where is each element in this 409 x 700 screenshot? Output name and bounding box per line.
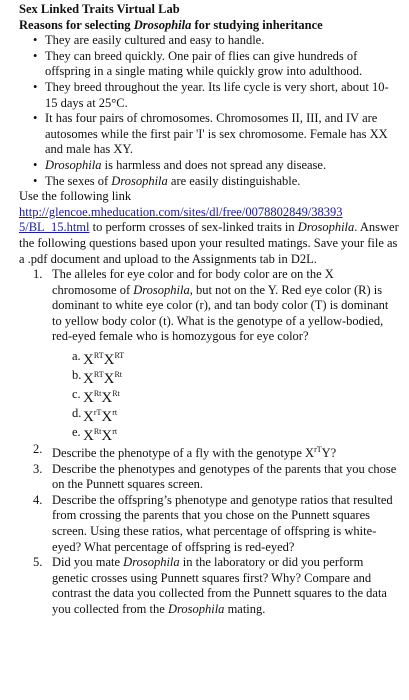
question-text: Describe the phenotype of a fly with the genotype X [52,446,315,461]
question-number: 1. [33,267,43,282]
choice-d[interactable] [72,403,399,426]
choice-letter: e. [72,425,81,440]
reason-organism: Drosophila [111,173,168,188]
choice-letter: d. [72,406,82,421]
question-text: Y? [321,446,337,461]
question-text: Describe the offspring’s phenotype and genotype ratios that resulted from crossing the parents that you chose on the Punnett squares screen. Using these ratios, what percentage of offspring is white-eyed? What percentage of offspring is red-eyed? [52,492,393,554]
reason-item [36,174,399,190]
reason-text: is harmless and does not spread any disease. [101,157,327,172]
instructions-text: to perform crosses of sex-linked traits in [89,220,298,235]
question-organism: Drosophila [133,282,190,297]
heading-prefix: Reasons for selecting [19,17,134,32]
question-number: 5. [33,555,43,570]
choice-b[interactable] [72,365,399,388]
genotype: $X^{Rt}X^{Rt}$ [83,389,120,407]
question-organism: Drosophila [167,602,225,616]
question-organism: Drosophila [123,555,180,570]
question-text: Did you mate [52,555,124,570]
genotype: $X^{Rt}X^{rt}$ [83,427,118,445]
questions-list [19,267,399,618]
reason-item: • They can breed quickly. One pair of flies can give hundreds of offspring in a single mating while quickly grow into adulthood. [36,49,399,80]
instructions-organism: Drosophila [297,220,355,235]
lab-link-text-1: http://glencoe.mheducation.com/sites/dl/free/0078802849/38393 [19,204,343,219]
question-5 [33,555,399,617]
genotype-superscript: rT [314,445,322,455]
choice-a[interactable] [72,346,399,369]
heading-suffix: for studying inheritance [191,17,323,32]
choice-letter: c. [72,387,81,402]
genotype: $X^{RT}X^{Rt}$ [83,370,122,388]
question-text: , but not on the Y. Red eye color (R) is dominant to white eye color (r), and tan body color (T) is dominant to yellow body color (t). What is the genotype of a yellow-bodied, red-eyed female who is homozygous for eye color? [52,282,389,344]
question-text: The alleles for eye color and for body color are on the X chromosome of [52,267,334,297]
reason-item: • They are easily cultured and easy to handle. [36,33,399,49]
heading-organism: Drosophila [133,17,192,32]
question-text: mating. [224,602,266,616]
question-1 [33,267,399,445]
reason-text: are easily distinguishable. [167,173,301,188]
question-3 [33,461,399,493]
choice-letter: b. [72,368,82,383]
instructions-text-tail: . Answer the following questions based upon your resulted matings. Save your file as a .pdf document and upload to the Assignments tab in D2L. [19,220,399,266]
instructions-paragraph [19,189,399,267]
reason-item [36,158,399,174]
genotype: $X^{rT}X^{rt}$ [83,408,118,426]
question-text: in the laboratory or did you perform genetic crosses using Punnett squares first? Why? Compare and contrast the data you collected from the Punnett squares to the data you collected from the [52,555,387,616]
page-title: Sex Linked Traits Virtual Lab [19,2,180,16]
genotype: $X^{RT}X^{RT}$ [83,351,125,369]
reason-item: • They breed throughout the year. Its life cycle is very short, about 10-15 days at 25°C. [36,80,399,111]
question-text: Describe the phenotypes and genotypes of the parents that you chose on the Punnett squares screen. [52,461,397,492]
instructions-intro: Use the following link [19,189,132,204]
question-number: 3. [33,461,43,476]
reason-organism: Drosophila [45,157,102,172]
section-heading [19,18,399,34]
question-4 [33,492,399,555]
question-number: 2. [33,442,43,457]
choice-c[interactable] [72,384,399,407]
reason-text: The sexes of [45,173,112,188]
question-2 [33,442,399,462]
question-number: 4. [33,492,43,507]
choice-letter: a. [72,349,81,364]
lab-link-text-2: 5/BL_15.html [19,220,90,235]
reasons-list [19,33,399,189]
choice-e[interactable] [72,422,399,445]
reason-item: • It has four pairs of chromosomes. Chromosomes II, III, and IV are autosomes while the first pair 'I' is sex chromosome. Female has XX and male has XY. [36,111,399,158]
answer-choices [52,346,399,445]
